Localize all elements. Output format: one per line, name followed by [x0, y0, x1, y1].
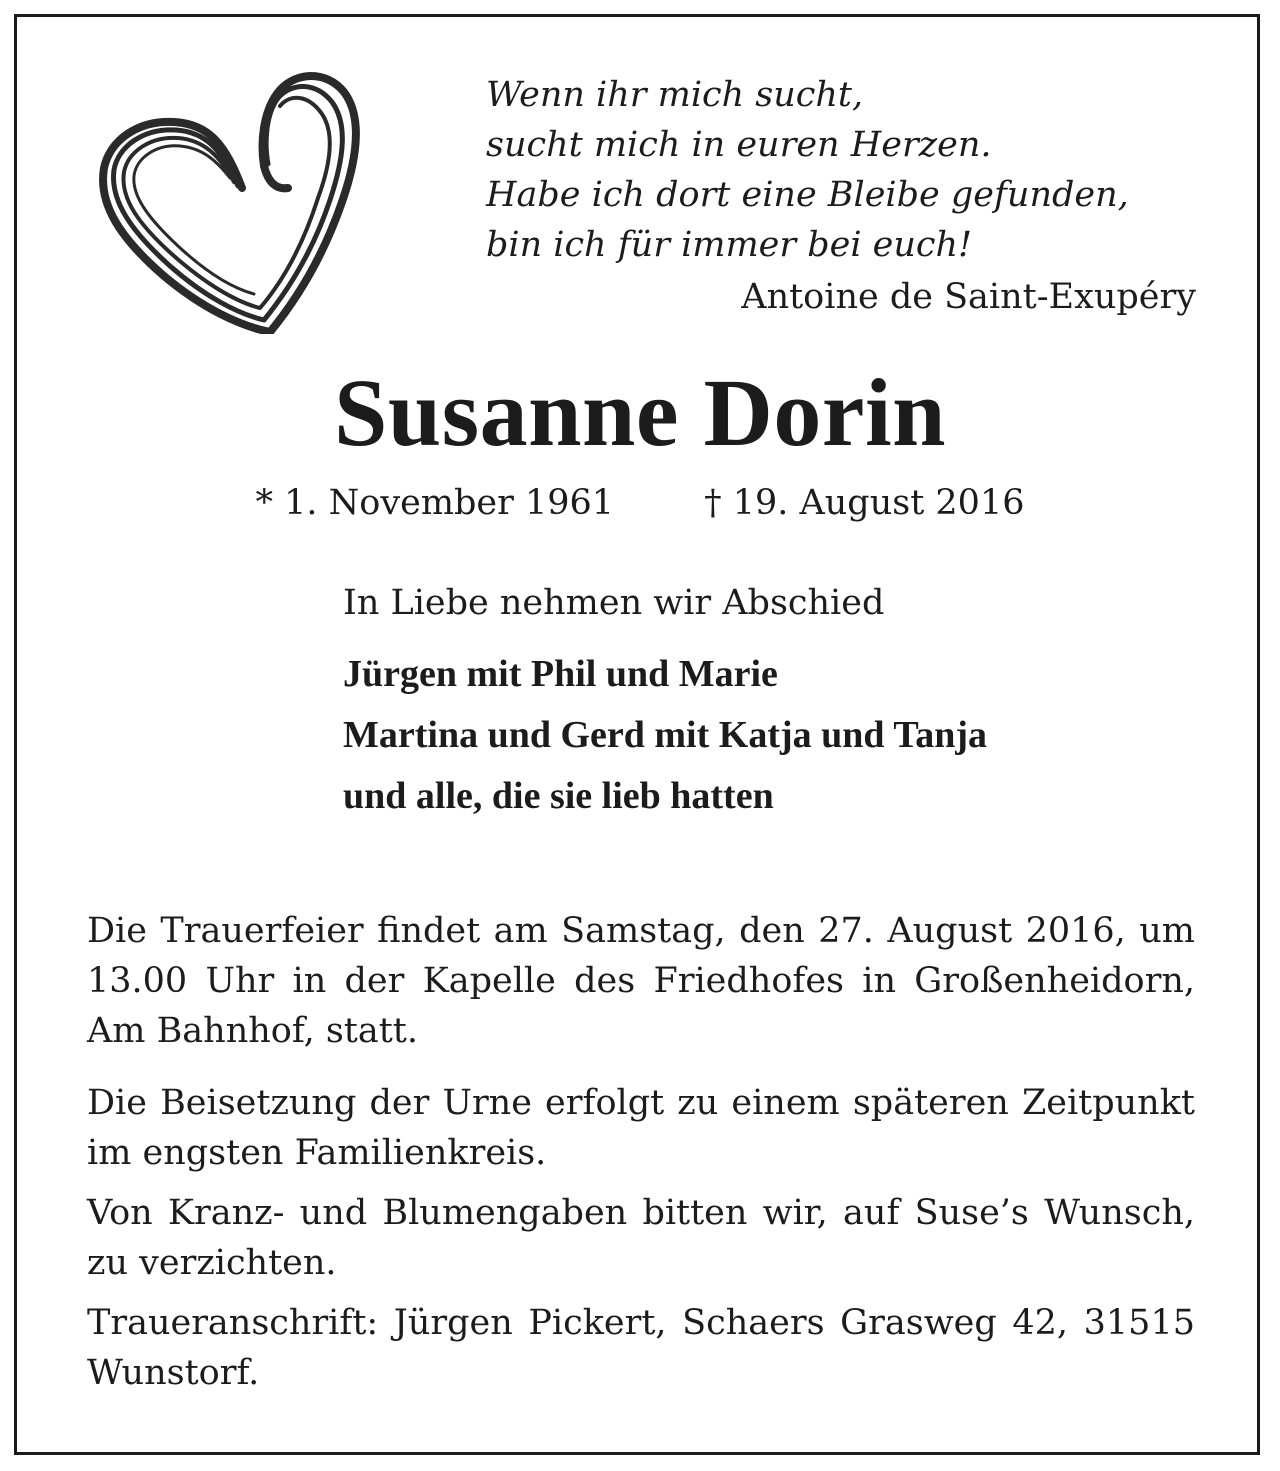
quote-line: Habe ich dort eine Bleibe gefunden, — [486, 175, 1129, 215]
ceremony-info: Die Trauerfeier findet am Samstag, den 27. August 2016, um 13.00 Uhr in der Kapelle des Friedhofes in Großenheidorn, Am Bahnhof, statt. — [87, 911, 1195, 1051]
mourner-line: Jürgen mit Phil und Marie — [343, 653, 778, 695]
quote-line: Wenn ihr mich sucht, — [486, 75, 864, 115]
address-info: Traueranschrift: Jürgen Pickert, Schaers Grasweg 42, 31515 Wunstorf. — [87, 1303, 1195, 1393]
mourners-list — [343, 644, 987, 827]
heart-icon — [92, 62, 366, 334]
quote-line: sucht mich in euren Herzen. — [486, 125, 992, 165]
quote-line: bin ich für immer bei euch! — [486, 225, 973, 265]
flowers-info: Von Kranz- und Blumengaben bitten wir, auf Suse’s Wunsch, zu verzichten. — [87, 1193, 1195, 1283]
quote-block — [486, 70, 1196, 322]
mourner-line: und alle, die sie lieb hatten — [343, 775, 774, 817]
farewell-text: In Liebe nehmen wir Abschied — [343, 583, 885, 623]
mourner-line: Martina und Gerd mit Katja und Tanja — [343, 714, 987, 756]
death-date: † 19. August 2016 — [704, 483, 1025, 523]
birth-date: * 1. November 1961 — [255, 483, 615, 523]
burial-info: Die Beisetzung der Urne erfolgt zu einem späteren Zeitpunkt im engsten Familienkreis. — [87, 1083, 1195, 1173]
quote-author: Antoine de Saint-Exupéry — [741, 277, 1196, 317]
life-dates — [0, 478, 1280, 528]
deceased-name: Susanne Dorin — [333, 359, 947, 466]
